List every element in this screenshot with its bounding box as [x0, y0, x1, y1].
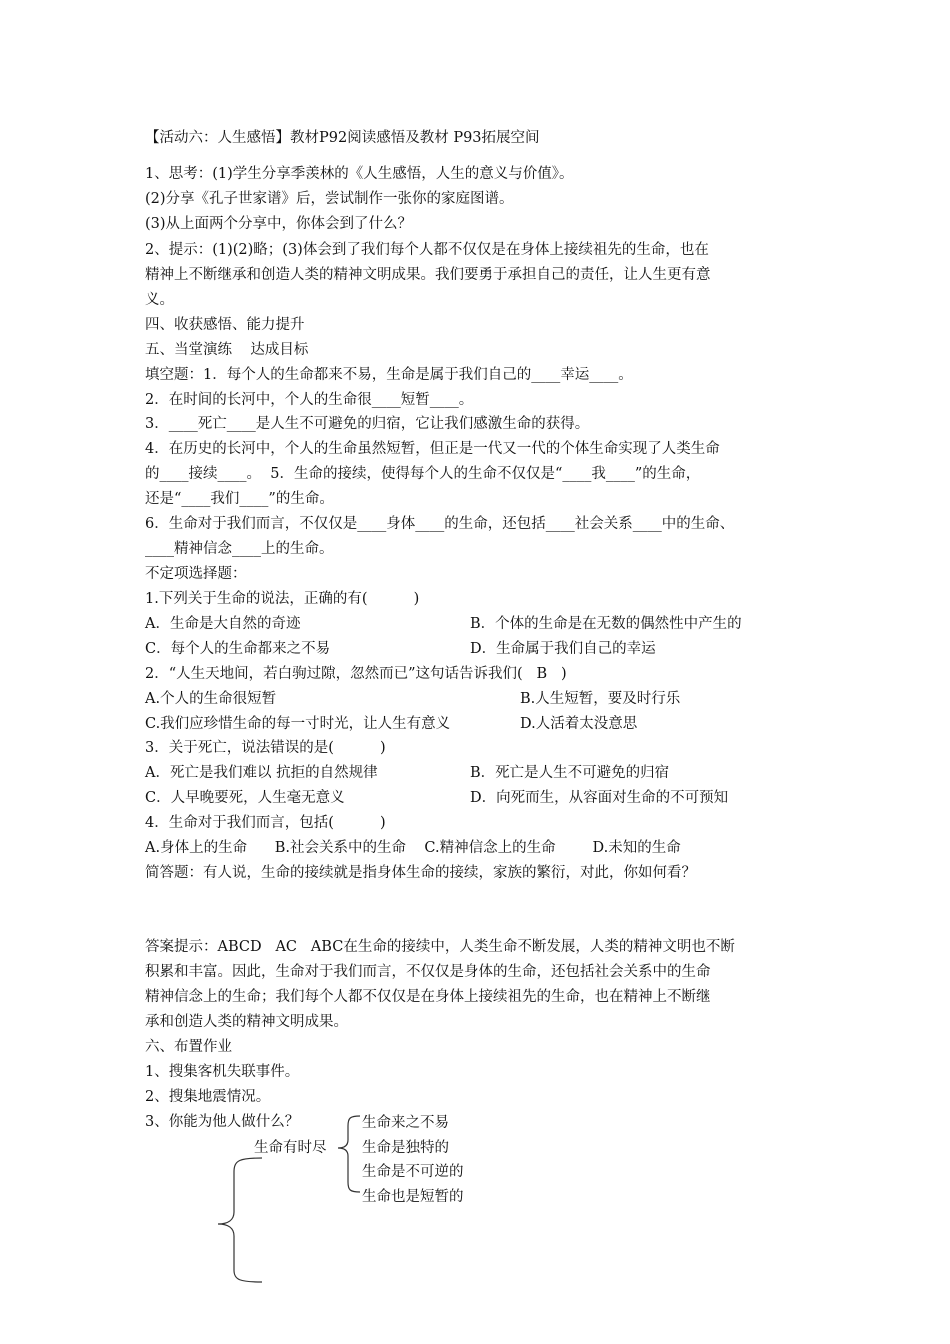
choice-1-option-c: C．每个人的生命都来之不易 [145, 641, 331, 657]
choice-heading: 不定项选择题： [145, 566, 247, 582]
choice-3-option-d: D．向死而生，从容面对生命的不可预知 [470, 790, 729, 806]
choice-4-options: A.身体上的生命 B.社会关系中的生命 C.精神信念上的生命 D.未知的生命 [145, 840, 681, 856]
diagram-center-label: 生命有时尽 [254, 1140, 327, 1156]
left-brace [218, 1158, 262, 1282]
answer-hint-line-2: 积累和丰富。因此，生命对于我们而言，不仅仅是身体的生命，还包括社会关系中的生命 [145, 964, 711, 980]
homework-3: 3、你能为他人做什么？ [145, 1114, 300, 1130]
diagram-item-2: 生命是独特的 [362, 1140, 449, 1156]
think-line-3: (3)从上面两个分享中，你体会到了什么？ [145, 216, 413, 232]
fill-question-2: 2．在时间的长河中，个人的生命很____短暂____。 [145, 392, 474, 408]
think-line-2: (2)分享《孔子世家谱》后，尝试制作一张你的家庭图谱。 [145, 191, 514, 207]
fill-question-4-line-3: 还是“____我们____”的生命。 [145, 491, 334, 507]
choice-1-option-b: B．个体的生命是在无数的偶然性中产生的 [470, 616, 742, 632]
answer-hint-line-4: 承和创造人类的精神文明成果。 [145, 1014, 348, 1030]
section-6-heading: 六、布置作业 [145, 1039, 232, 1055]
section-4-heading: 四、收获感悟、能力提升 [145, 317, 305, 333]
choice-2-option-d: D.人活着太没意思 [520, 716, 638, 732]
fill-question-6-line-2: ____精神信念____上的生命。 [145, 541, 334, 557]
activity-title: 【活动六：人生感悟】教材P92阅读感悟及教材 P93拓展空间 [145, 130, 540, 146]
choice-question-4: 4．生命对于我们而言，包括( ) [145, 815, 386, 831]
choice-question-1: 1.下列关于生命的说法，正确的有( ) [145, 591, 420, 607]
choice-3-option-b: B．死亡是人生不可避免的归宿 [470, 765, 670, 781]
homework-1: 1、搜集客机失联事件。 [145, 1064, 300, 1080]
choice-2-option-a: A.个人的生命很短暂 [145, 691, 277, 707]
hint-line-3: 义。 [145, 292, 174, 308]
choice-1-option-a: A．生命是大自然的奇迹 [145, 616, 301, 632]
hint-line-1: 2、提示：(1)(2)略；(3)体会到了我们每个人都不仅仅是在身体上接续祖先的生命，也在 [145, 242, 709, 258]
hint-line-2: 精神上不断继承和创造人类的精神文明成果。我们要勇于承担自己的责任，让人生更有意 [145, 267, 711, 283]
diagram-item-4: 生命也是短暂的 [362, 1189, 464, 1205]
choice-3-option-c: C．人早晚要死，人生毫无意义 [145, 790, 345, 806]
answer-hint-line-3: 精神信念上的生命；我们每个人都不仅仅是在身体上接续祖先的生命，也在精神上不断继 [145, 989, 711, 1005]
choice-2-option-c: C.我们应珍惜生命的每一寸时光，让人生有意义 [145, 716, 451, 732]
diagram-item-3: 生命是不可逆的 [362, 1164, 464, 1180]
fill-question-3: 3．____死亡____是人生不可避免的归宿，它让我们感激生命的获得。 [145, 416, 590, 432]
choice-question-2: 2．“人生天地间，若白驹过隙，忽然而已”这句话告诉我们( B ) [145, 666, 567, 682]
homework-2: 2、搜集地震情况。 [145, 1089, 271, 1105]
choice-3-option-a: A．死亡是我们难以 抗拒的自然规律 [145, 765, 378, 781]
right-brace [338, 1116, 360, 1192]
short-answer-question: 简答题：有人说，生命的接续就是指身体生命的接续，家族的繁衍，对此，你如何看？ [145, 865, 696, 881]
section-5-heading: 五、当堂演练 达成目标 [145, 342, 309, 358]
fill-question-1: 填空题：1．每个人的生命都来不易，生命是属于我们自己的____幸运____。 [145, 367, 633, 383]
diagram-item-1: 生命来之不易 [362, 1115, 449, 1131]
fill-question-4-line-1: 4．在历史的长河中，个人的生命虽然短暂，但正是一代又一代的个体生命实现了人类生命 [145, 441, 720, 457]
fill-question-6-line-1: 6．生命对于我们而言，不仅仅是____身体____的生命，还包括____社会关系____中的生命、 [145, 516, 735, 532]
think-line-1: 1、思考：(1)学生分享季羡林的《人生感悟，人生的意义与价值》。 [145, 166, 574, 182]
choice-2-option-b: B.人生短暂，要及时行乐 [520, 691, 681, 707]
fill-question-4-line-2: 的____接续____。 5．生命的接续，使得每个人的生命不仅仅是“____我____”的生命， [145, 466, 701, 482]
choice-question-3: 3．关于死亡，说法错误的是( ) [145, 740, 386, 756]
choice-1-option-d: D．生命属于我们自己的幸运 [470, 641, 656, 657]
answer-hint-line-1: 答案提示：ABCD AC ABC在生命的接续中，人类生命不断发展，人类的精神文明也不断 [145, 939, 735, 955]
